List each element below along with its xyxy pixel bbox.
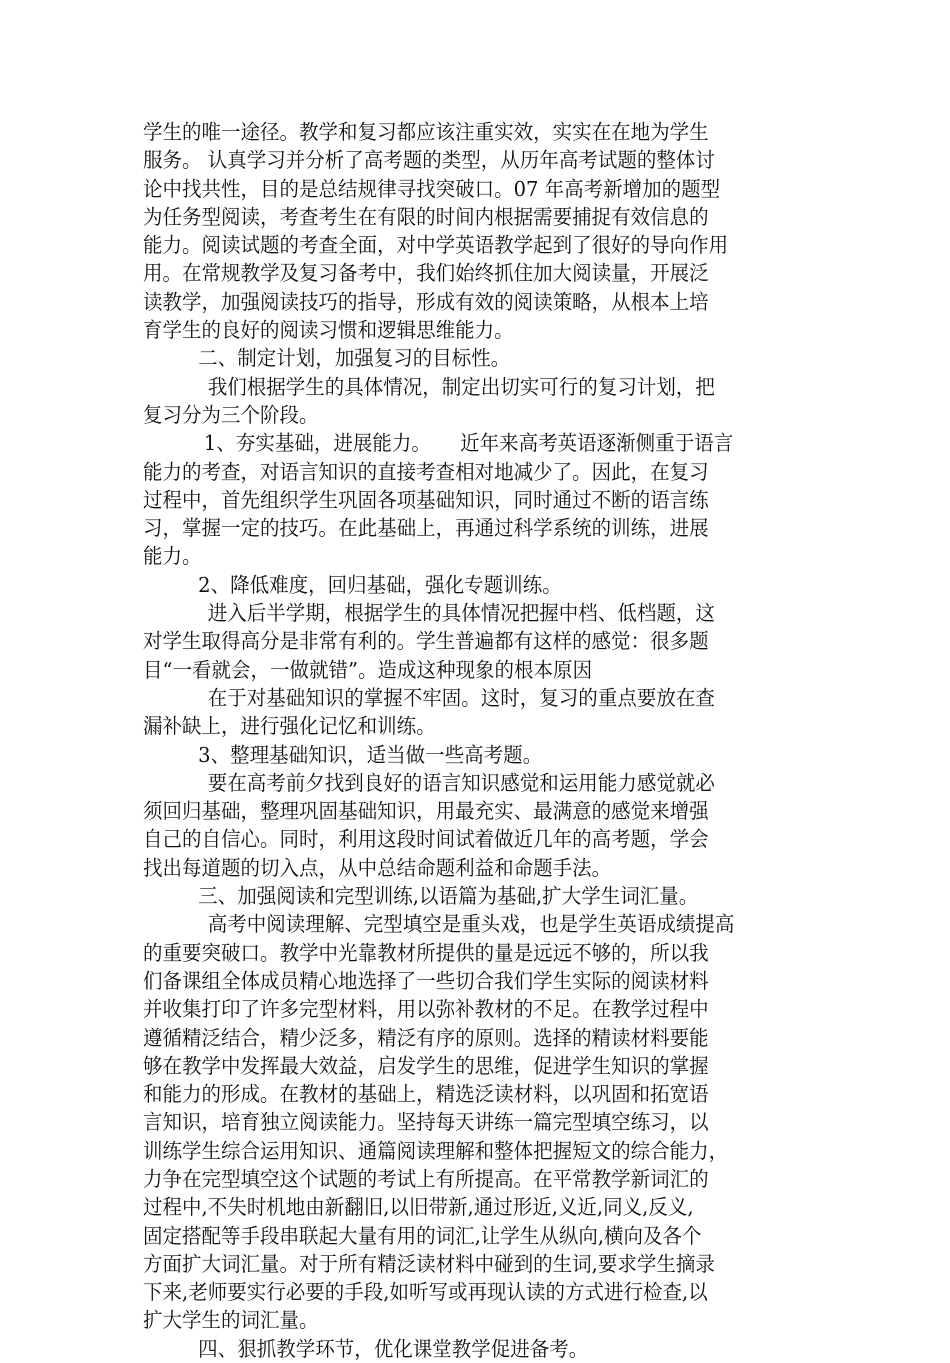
text-line: 方面扩大词汇量。对于所有精泛读材料中碰到的生词,要求学生摘录 (143, 1251, 715, 1276)
text-line: 扩大学生的词汇量。 (143, 1308, 319, 1333)
text-line: 育学生的良好的阅读习惯和逻辑思维能力。 (143, 318, 514, 343)
text-line: 们备课组全体成员精心地选择了一些切合我们学生实际的阅读材料 (143, 968, 709, 993)
text-line: 能力的考查，对语言知识的直接考查相对地减少了。因此，在复习 (143, 459, 709, 484)
text-line: 复习分为三个阶段。 (143, 402, 319, 427)
text-line: 高考中阅读理解、完型填空是重头戏，也是学生英语成绩提高 (207, 912, 735, 937)
text-line: 遵循精泛结合，精少泛多，精泛有序的原则。选择的精读材料要能 (143, 1025, 709, 1050)
text-line: 能力。阅读试题的考查全面，对中学英语教学起到了很好的导向作用 (143, 233, 729, 258)
text-line: 为任务型阅读，考查考生在有限的时间内根据需要捕捉有效信息的 (143, 204, 709, 229)
text-line: 固定搭配等手段串联起大量有用的词汇,让学生从纵向,横向及各个 (143, 1223, 702, 1248)
text-line: 进入后半学期，根据学生的具体情况把握中档、低档题，这 (207, 601, 715, 626)
text-line: 要在高考前夕找到良好的语言知识感觉和运用能力感觉就必 (207, 770, 715, 795)
text-line: 训练学生综合运用知识、通篇阅读理解和整体把握短文的综合能力， (143, 1138, 729, 1163)
text-line: 言知识，培育独立阅读能力。坚持每天讲练一篇完型填空练习，以 (143, 1110, 709, 1135)
text-line: 3、整理基础知识，适当做一些高考题。 (198, 742, 543, 767)
text-line: 用。在常规教学及复习备考中，我们始终抓住加大阅读量，开展泛 (143, 261, 709, 286)
text-line: 1、夯实基础，进展能力。 近年来高考英语逐渐侧重于语言 (203, 431, 734, 456)
text-line: 须回归基础，整理巩固基础知识，用最充实、最满意的感觉来增强 (143, 799, 709, 824)
text-line: 漏补缺上，进行强化记忆和训练。 (143, 714, 436, 739)
text-line: 对学生取得高分是非常有利的。学生普遍都有这样的感觉：很多题 (143, 629, 709, 654)
text-line: 过程中,不失时机地由新翻旧,以旧带新,通过形近,义近,同义,反义, (143, 1195, 694, 1220)
text-line: 论中找共性，目的是总结规律寻找突破口。07 年高考新增加的题型 (143, 176, 721, 201)
text-line: 习，掌握一定的技巧。在此基础上，再通过科学系统的训练，进展 (143, 516, 709, 541)
text-line: 够在教学中发挥最大效益，启发学生的思维，促进学生知识的掌握 (143, 1053, 709, 1078)
text-line: 并收集打印了许多完型材料，用以弥补教材的不足。在教学过程中 (143, 997, 709, 1022)
text-line: 找出每道题的切入点，从中总结命题利益和命题手法。 (143, 855, 612, 880)
text-line: 和能力的形成。在教材的基础上，精选泛读材料，以巩固和拓宽语 (143, 1082, 709, 1107)
text-line: 过程中，首先组织学生巩固各项基础知识，同时通过不断的语言练 (143, 487, 709, 512)
text-line: 能力。 (143, 544, 202, 569)
text-line: 三、加强阅读和完型训练,以语篇为基础,扩大学生词汇量。 (198, 884, 699, 909)
text-line: 服务。 认真学习并分析了高考题的类型，从历年高考试题的整体讨 (143, 148, 715, 173)
text-line: 2、降低难度，回归基础，强化专题训练。 (198, 572, 562, 597)
text-line: 学生的唯一途径。教学和复习都应该注重实效，实实在在地为学生 (143, 120, 709, 144)
text-line: 我们根据学生的具体情况，制定出切实可行的复习计划，把 (207, 374, 715, 399)
text-line: 目“一看就会，一做就错”。造成这种现象的根本原因 (143, 657, 593, 682)
text-line: 四、狠抓教学环节，优化课堂教学促进备考。 (198, 1336, 589, 1361)
text-line: 读教学，加强阅读技巧的指导，形成有效的阅读策略，从根本上培 (143, 289, 709, 314)
text-line: 在于对基础知识的掌握不牢固。这时，复习的重点要放在查 (207, 685, 715, 710)
text-line: 二、制定计划，加强复习的目标性。 (198, 346, 511, 371)
text-line: 下来,老师要实行必要的手段,如听写或再现认读的方式进行检查,以 (143, 1280, 708, 1305)
document-body (143, 118, 823, 1363)
text-line: 自己的自信心。同时，利用这段时间试着做近几年的高考题，学会 (143, 827, 709, 852)
text-line: 的重要突破口。教学中光靠教材所提供的量是远远不够的，所以我 (143, 940, 709, 965)
text-line: 力争在完型填空这个试题的考试上有所提高。在平常教学新词汇的 (143, 1166, 709, 1191)
